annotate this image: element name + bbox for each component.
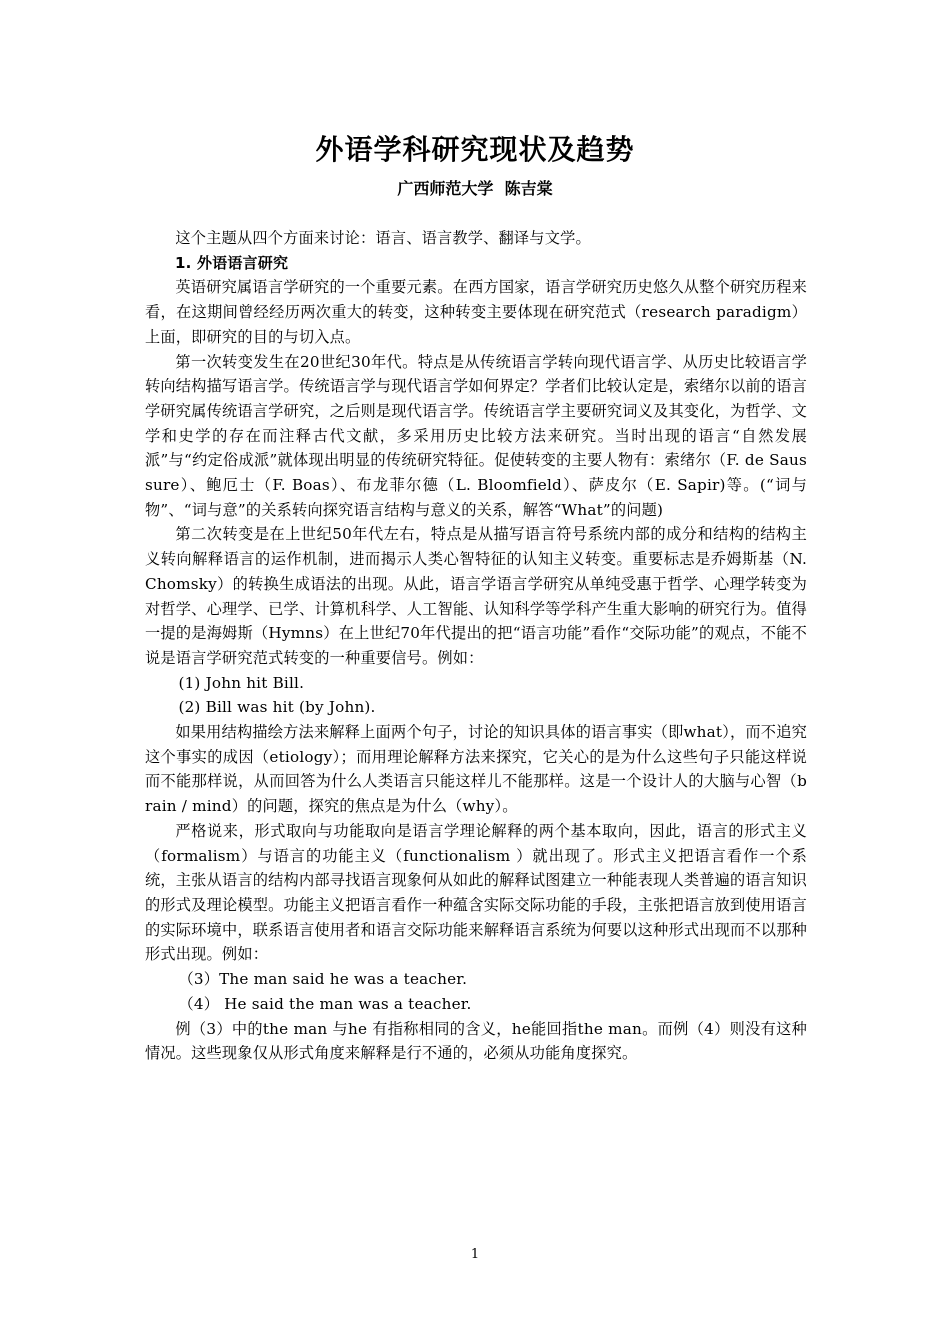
intro-paragraph: 这个主题从四个方面来讨论：语言、语言教学、翻译与文学。 (175, 229, 591, 247)
section-heading: 1. 外语语言研究 (175, 253, 289, 272)
example-sentence: （3）The man said he was a teacher. (178, 970, 468, 989)
document-author: 广西师范大学 陈吉棠 (397, 179, 553, 198)
example-sentence: (1) John hit Bill. (178, 673, 305, 692)
document-title: 外语学科研究现状及趋势 (315, 133, 635, 166)
body-paragraph: 例（3）中的the man 与he 有指称相同的含义，he能回指the man。而例（4）则没有这种情况。这些现象仅从形式角度来解释是行不通的，必须从功能角度探究。 (145, 1019, 807, 1063)
body-paragraph: 如果用结构描绘方法来解释上面两个句子，讨论的知识具体的语言事实（即what），而不追究这个事实的成因（etiology）；而用理论解释方法来探究，它关心的是为什么这些句子只能这样说而不能那样说，从而回答为什么人类语言只能这样儿不能那样。这是一个设计人的大脑与心智（brain / mind）的问题，探究的焦点是为什么（why）。 (145, 723, 807, 816)
body-paragraph: 严格说来，形式取向与功能取向是语言学理论解释的两个基本取向，因此，语言的形式主义（formalism）与语言的功能主义（functionalism ）就出现了。形式主义把语言看作一个系统，主张从语言的结构内部寻找语言现象何从如此的解释试图建立一种能表现人类普遍的语言知识的形式及理论模型。功能主义把语言看作一种蕴含实际交际功能的手段，主张把语言放到使用语言的实际环境中，联系语言使用者和语言交际功能来解释语言系统为何要以这种形式出现而不以那种形式出现。例如： (145, 821, 807, 964)
example-sentence: （4） He said the man was a teacher. (178, 994, 472, 1013)
document-body (145, 226, 807, 1066)
example-sentence: (2) Bill was hit (by John). (178, 698, 376, 717)
body-paragraph: 第二次转变是在上世纪50年代左右，特点是从描写语言符号系统内部的成分和结构的结构主义转向解释语言的运作机制，进而揭示人类心智特征的认知主义转变。重要标志是乔姆斯基（N. Chomsky）的转换生成语法的出现。从此，语言学语言学研究从单纯受惠于哲学、心理学转变为对哲学、心理学、已学、计算机科学、人工智能、认知科学等学科产生重大影响的研究行为。值得一提的是海姆斯（Hymns）在上世纪70年代提出的把“语言功能”看作“交际功能”的观点，不能不说是语言学研究范式转变的一种重要信号。例如： (145, 525, 807, 667)
body-paragraph: 英语研究属语言学研究的一个重要元素。在西方国家，语言学研究历史悠久从整个研究历程来看，在这期间曾经经历两次重大的转变，这种转变主要体现在研究范式（research paradigm）上面，即研究的目的与切入点。 (145, 278, 807, 346)
body-paragraph: 第一次转变发生在20世纪30年代。特点是从传统语言学转向现代语言学、从历史比较语言学转向结构描写语言学。传统语言学与现代语言学如何界定？学者们比较认定是，索绪尔以前的语言学研究属传统语言学研究，之后则是现代语言学。传统语言学主要研究词义及其变化，为哲学、文学和史学的存在而注释古代文献，多采用历史比较方法来研究。当时出现的语言“自然发展派”与“约定俗成派”就体现出明显的传统研究特征。促使转变的主要人物有：索绪尔（F. de Saussure）、鲍厄士（F. Boas）、布龙菲尔德（L. Bloomfield）、萨皮尔（E. Sapir)等。(“词与物”、“词与意”的关系转向探究语言结构与意义的关系，解答“What”的问题) (145, 352, 807, 519)
page-number: 1 (470, 1247, 480, 1262)
